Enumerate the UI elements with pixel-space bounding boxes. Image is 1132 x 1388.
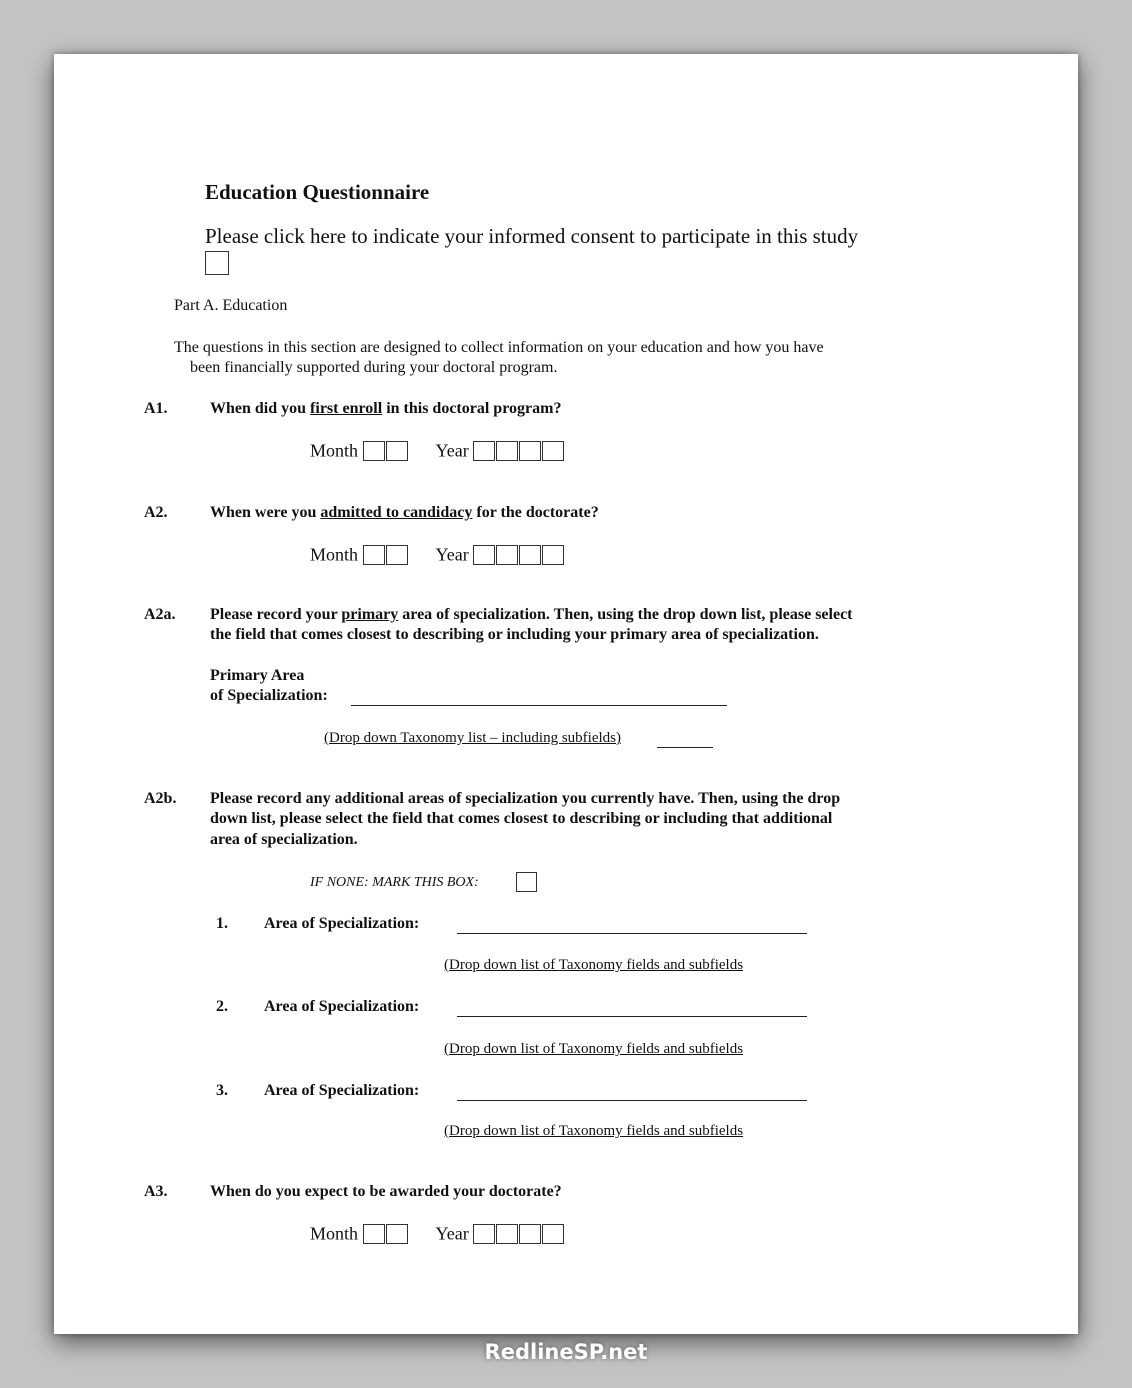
year-digit-box[interactable] [519,441,541,461]
year-label: Year [435,544,469,565]
question-number-a3: A3. [144,1183,168,1200]
questionnaire-page [54,54,1078,1334]
question-a2 [210,504,599,522]
year-digit-box[interactable] [473,441,495,461]
month-digit-box[interactable] [363,545,385,565]
intro-line-2: been financially supported during your doctoral program. [190,359,558,376]
question-a2a-post: area of specialization. Then, using the drop down list, please select [398,606,853,623]
question-a1-pre: When did you [210,400,311,417]
question-a2b-line-2: down list, please select the field that comes closest to describing or including that additional [210,810,833,827]
year-digit-box[interactable] [496,1224,518,1244]
month-digit-box[interactable] [363,441,385,461]
month-label: Month [310,544,359,565]
month-digit-box[interactable] [386,545,408,565]
date-row-a1 [310,439,565,461]
area-dropdown-2[interactable]: (Drop down list of Taxonomy fields and subfields [444,1041,744,1057]
area-field-3[interactable] [457,1083,807,1101]
question-a2b-line-3: area of specialization. [210,831,358,848]
year-digit-box[interactable] [519,545,541,565]
month-label: Month [310,1223,359,1244]
question-a2-post: for the doctorate? [472,504,599,521]
question-a1 [210,400,561,418]
item-number-1: 1. [216,915,228,932]
dropdown-underline [657,730,713,748]
month-digit-box[interactable] [363,1224,385,1244]
intro-line-1: The questions in this section are designed to collect information on your education and how you have [174,339,824,356]
date-row-a3 [310,1222,565,1244]
question-a3: When do you expect to be awarded your doctorate? [210,1183,562,1200]
question-number-a2a: A2a. [144,606,176,623]
consent-text: Please click here to indicate your informed consent to participate in this study [205,224,859,248]
year-digit-box[interactable] [542,1224,564,1244]
area-label-2: Area of Specialization: [264,998,420,1015]
question-a1-post: in this doctoral program? [382,400,562,417]
area-dropdown-3[interactable]: (Drop down list of Taxonomy fields and subfields [444,1123,744,1139]
question-a2b-line-1: Please record any additional areas of specialization you currently have. Then, using the drop [210,790,841,807]
area-label-3: Area of Specialization: [264,1082,420,1099]
year-digit-box[interactable] [542,441,564,461]
none-checkbox[interactable] [516,872,537,892]
question-number-a2: A2. [144,504,168,521]
primary-area-dropdown[interactable]: (Drop down Taxonomy list – including subfields) [324,730,621,746]
question-a2a-line-1 [210,606,853,624]
part-heading: Part A. Education [174,297,288,314]
area-field-2[interactable] [457,999,807,1017]
year-digit-box[interactable] [542,545,564,565]
year-label: Year [435,1223,469,1244]
month-label: Month [310,440,359,461]
area-label-1: Area of Specialization: [264,915,420,932]
item-number-3: 3. [216,1082,228,1099]
question-a2a-pre: Please record your [210,606,342,623]
area-field-1[interactable] [457,916,807,934]
watermark-text: RedlineSP.net [484,1340,648,1364]
question-a2-pre: When were you [210,504,321,521]
area-dropdown-1[interactable]: (Drop down list of Taxonomy fields and subfields [444,957,744,973]
specialization-label: of Specialization: [210,687,328,704]
year-digit-box[interactable] [519,1224,541,1244]
date-row-a2 [310,543,565,565]
question-a1-emphasis: first enroll [310,400,383,417]
primary-area-field[interactable] [351,688,727,706]
year-label: Year [435,440,469,461]
question-number-a2b: A2b. [144,790,177,807]
question-a2-emphasis: admitted to candidacy [320,504,473,521]
if-none-label: IF NONE: MARK THIS BOX: [310,875,479,890]
year-digit-box[interactable] [473,1224,495,1244]
consent-checkbox[interactable] [205,251,229,275]
question-a2a-line-2: the field that comes closest to describing or including your primary area of specialization. [210,626,819,643]
page-title: Education Questionnaire [205,180,430,204]
year-digit-box[interactable] [473,545,495,565]
question-a2a-emphasis: primary [341,606,399,623]
item-number-2: 2. [216,998,228,1015]
month-digit-box[interactable] [386,441,408,461]
question-number-a1: A1. [144,400,168,417]
primary-area-label: Primary Area [210,667,305,684]
month-digit-box[interactable] [386,1224,408,1244]
year-digit-box[interactable] [496,441,518,461]
year-digit-box[interactable] [496,545,518,565]
